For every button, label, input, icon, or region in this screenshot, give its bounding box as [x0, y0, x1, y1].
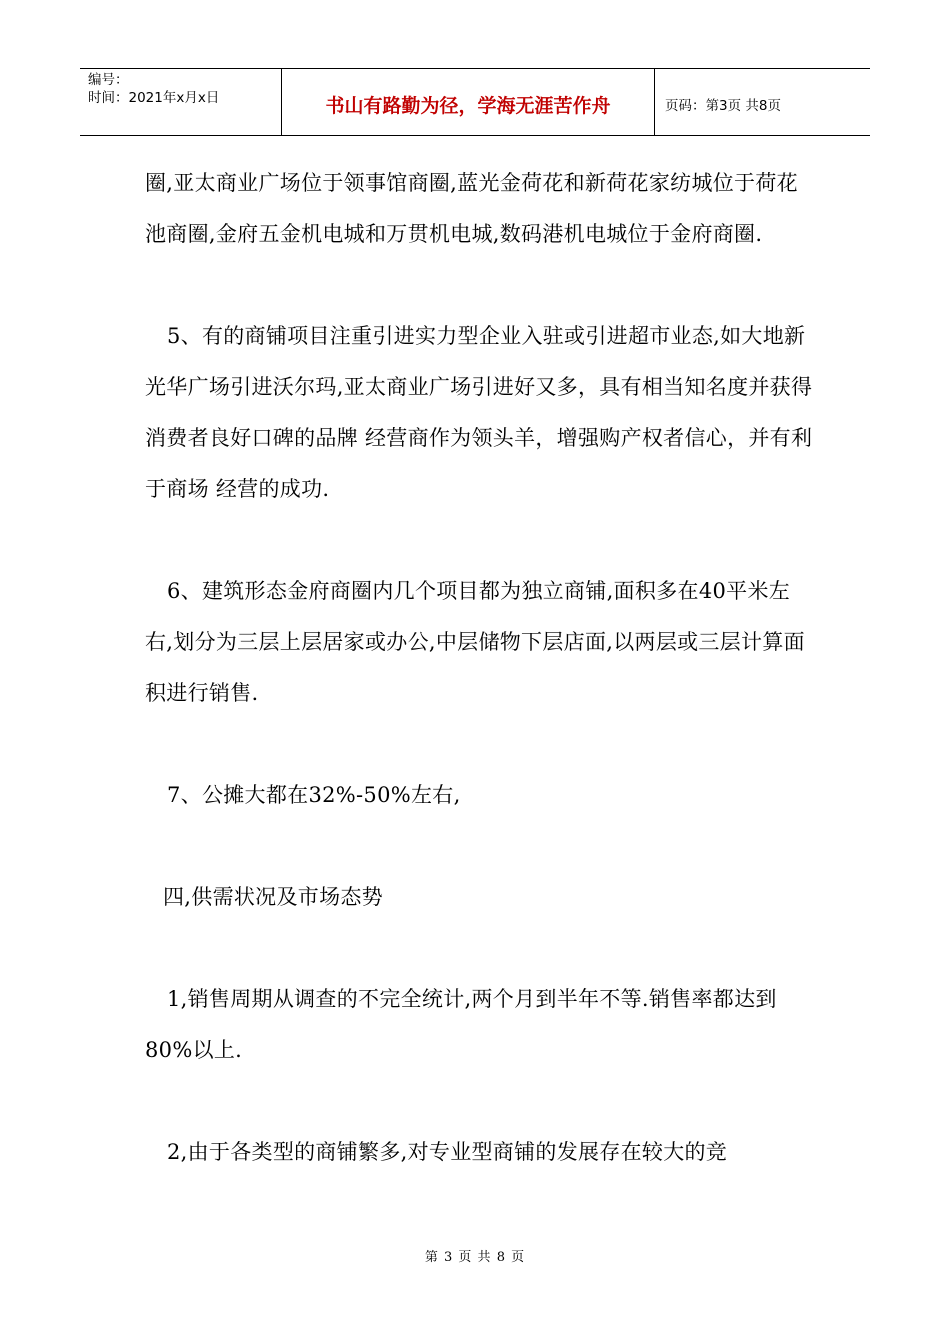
paragraph-item-7: 7、公摊大都在32%-50%左右, [167, 783, 461, 807]
header-motto: 书山有路勤为径，学海无涯苦作舟 [282, 69, 655, 135]
document-header [80, 68, 870, 136]
paragraph-shangquan: 圈,亚太商业广场位于领事馆商圈,蓝光金荷花和新荷花家纺城位于荷花池商圈,金府五金机电城和万贯机电城,数码港机电城位于金府商圈. [145, 171, 798, 246]
header-meta-cell [80, 69, 282, 135]
page-footer: 第 3 页 共 8 页 [424, 1250, 526, 1265]
header-page-info: 页码：第3页 共8页 [665, 98, 781, 114]
paragraph-item-6: 6、建筑形态金府商圈内几个项目都为独立商铺,面积多在40平米左右,划分为三层上层居家或办公,中层储物下层店面,以两层或三层计算面积进行销售. [145, 579, 805, 705]
paragraph-sales-cycle: 1,销售周期从调查的不完全统计,两个月到半年不等.销售率都达到80%以上. [145, 987, 777, 1062]
section-heading-supply-demand: 四,供需状况及市场态势 [163, 885, 383, 909]
document-body [145, 158, 815, 1178]
document-date-label: 时间：2021年x月x日 [88, 90, 220, 106]
paragraph-competition: 2,由于各类型的商铺繁多,对专业型商铺的发展存在较大的竞 [167, 1140, 728, 1164]
document-number-label: 编号： [88, 72, 129, 88]
paragraph-item-5: 5、有的商铺项目注重引进实力型企业入驻或引进超市业态,如大地新光华广场引进沃尔玛,亚太商业广场引进好又多，具有相当知名度并获得消费者良好口碑的品牌 经营商作为领头羊，增强购产权者信心，并有利于商场 经营的成功. [145, 324, 813, 501]
